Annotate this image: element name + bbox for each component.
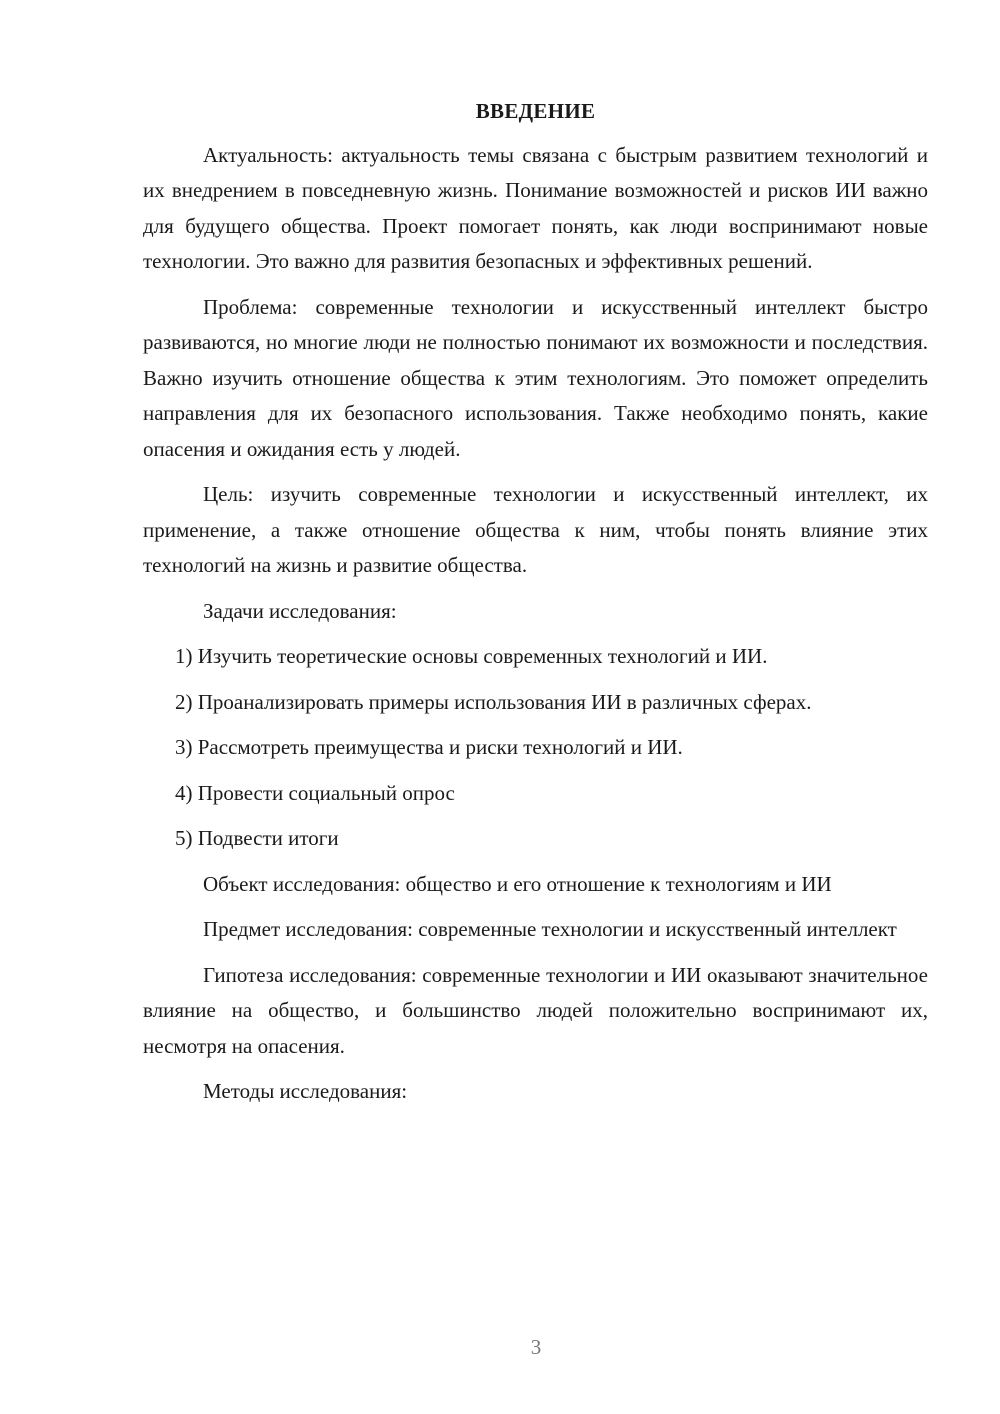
- methods-heading: Методы исследования:: [203, 1079, 408, 1103]
- relevance-paragraph: Актуальность: актуальность темы связана с быстрым развитием технологий и их внедрением в повседневную жизнь. Понимание возможностей и рисков ИИ важно для будущего общества. Проект помогает понять, как люди воспринимают новые технологии. Это важно для развития безопасных и эффективных решений.: [143, 142, 928, 273]
- section-title: ВВЕДЕНИЕ: [475, 99, 596, 123]
- task-item: 1) Изучить теоретические основы современных технологий и ИИ.: [175, 644, 768, 668]
- task-item: 5) Подвести итоги: [175, 826, 339, 850]
- subject-paragraph: Предмет исследования: современные технологии и искусственный интеллект: [203, 917, 897, 941]
- task-item: 4) Провести социальный опрос: [175, 780, 455, 805]
- page-number: 3: [530, 1335, 542, 1359]
- problem-paragraph: Проблема: современные технологии и искусственный интеллект быстро развиваются, но многие люди не полностью понимают их возможности и последствия. Важно изучить отношение общества к этим технологиям. Это поможет определить направления для их безопасного использования. Также необходимо понять, какие опасения и ожидания есть у людей.: [143, 294, 928, 461]
- page-content: [143, 94, 928, 1120]
- hypothesis-paragraph: Гипотеза исследования: современные технологии и ИИ оказывают значительное влияние на общество, и большинство людей положительно воспринимают их, несмотря на опасения.: [143, 962, 928, 1058]
- tasks-list: [143, 639, 928, 857]
- task-item: 3) Рассмотреть преимущества и риски технологий и ИИ.: [175, 735, 683, 759]
- task-item: 2) Проанализировать примеры использования ИИ в различных сферах.: [175, 689, 812, 714]
- goal-paragraph: Цель: изучить современные технологии и искусственный интеллект, их применение, а также отношение общества к ним, чтобы понять влияние этих технологий на жизнь и развитие общества.: [143, 482, 928, 577]
- tasks-heading: Задачи исследования:: [203, 598, 397, 623]
- object-paragraph: Объект исследования: общество и его отношение к технологиям и ИИ: [203, 871, 832, 896]
